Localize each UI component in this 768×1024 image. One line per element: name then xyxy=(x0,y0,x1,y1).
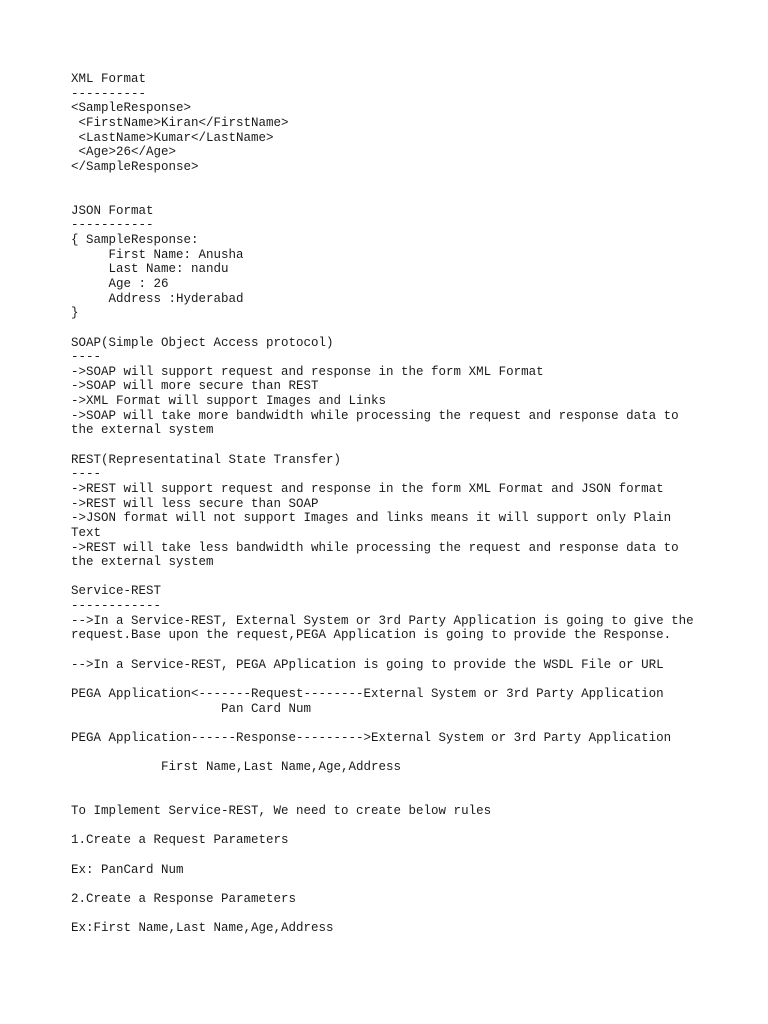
text-line: REST(Representatinal State Transfer) xyxy=(71,452,342,467)
blank-line xyxy=(71,570,694,585)
text-line: ->REST will take less bandwidth while processing the request and response data to xyxy=(71,540,679,555)
text-line: Last Name: nandu xyxy=(71,262,229,277)
text-line: ->SOAP will take more bandwidth while processing the request and response data to xyxy=(71,408,679,423)
text-line: <FirstName>Kiran</FirstName> xyxy=(71,115,289,130)
blank-line xyxy=(71,819,694,834)
text-line: 1.Create a Request Parameters xyxy=(71,833,289,848)
text-line: ->REST will support request and response in the form XML Format and JSON format xyxy=(71,481,664,496)
text-line: 2.Create a Response Parameters xyxy=(71,891,297,906)
blank-line xyxy=(71,174,694,189)
text-line: ->JSON format will not support Images and links means it will support only Plain xyxy=(71,511,672,526)
text-line: SOAP(Simple Object Access protocol) xyxy=(71,335,334,350)
text-line: Service-REST xyxy=(71,584,162,599)
text-line: <SampleResponse> xyxy=(71,101,192,116)
blank-line xyxy=(71,643,694,658)
text-line: First Name,Last Name,Age,Address xyxy=(71,760,402,775)
text-line: Text xyxy=(71,525,102,540)
text-line: ----------- xyxy=(71,218,154,233)
text-line: <Age>26</Age> xyxy=(71,145,177,160)
text-line: First Name: Anusha xyxy=(71,247,244,262)
blank-line xyxy=(71,848,694,863)
text-line: ---- xyxy=(71,350,102,365)
text-line: ->REST will less secure than SOAP xyxy=(71,496,319,511)
blank-line xyxy=(71,438,694,453)
text-line: ---- xyxy=(71,467,102,482)
blank-line xyxy=(71,189,694,204)
text-line: Address :Hyderabad xyxy=(71,291,244,306)
text-line: ->XML Format will support Images and Links xyxy=(71,394,387,409)
text-line: ------------ xyxy=(71,599,162,614)
text-line: ->SOAP will support request and response in the form XML Format xyxy=(71,364,544,379)
text-line: Age : 26 xyxy=(71,276,169,291)
blank-line xyxy=(71,789,694,804)
text-line: Ex: PanCard Num xyxy=(71,862,184,877)
text-line: { SampleResponse: xyxy=(71,233,199,248)
text-line: <LastName>Kumar</LastName> xyxy=(71,130,274,145)
text-line: Pan Card Num xyxy=(71,701,312,716)
blank-line xyxy=(71,672,694,687)
text-line: PEGA Application<-------Request--------External System or 3rd Party Application xyxy=(71,686,664,701)
text-line: PEGA Application------Response--------->External System or 3rd Party Application xyxy=(71,730,672,745)
text-line: the external system xyxy=(71,555,214,570)
text-line: -->In a Service-REST, PEGA APplication is going to provide the WSDL File or URL xyxy=(71,657,664,672)
text-line: </SampleResponse> xyxy=(71,159,199,174)
blank-line xyxy=(71,877,694,892)
blank-line xyxy=(71,716,694,731)
text-line: JSON Format xyxy=(71,203,154,218)
blank-line xyxy=(71,775,694,790)
text-line: Ex:First Name,Last Name,Age,Address xyxy=(71,921,334,936)
text-line: To Implement Service-REST, We need to create below rules xyxy=(71,804,492,819)
text-line: request.Base upon the request,PEGA Application is going to provide the Response. xyxy=(71,628,672,643)
text-line: ---------- xyxy=(71,86,147,101)
text-line: -->In a Service-REST, External System or 3rd Party Application is going to give the xyxy=(71,613,694,628)
text-line: } xyxy=(71,306,79,321)
blank-line xyxy=(71,745,694,760)
text-line: ->SOAP will more secure than REST xyxy=(71,379,319,394)
blank-line xyxy=(71,321,694,336)
text-line: the external system xyxy=(71,423,214,438)
document-text xyxy=(71,72,694,936)
text-line: XML Format xyxy=(71,72,147,86)
blank-line xyxy=(71,907,694,922)
